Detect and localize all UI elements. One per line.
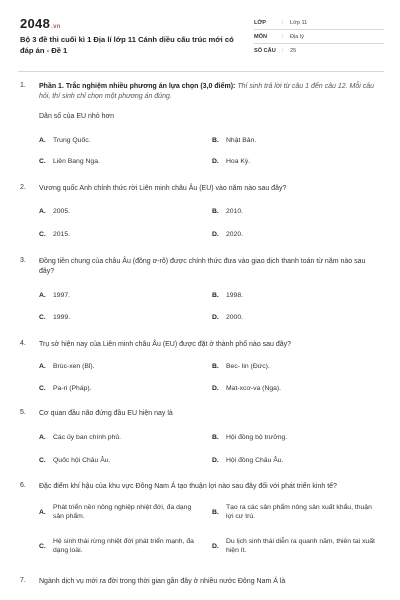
option-d[interactable] — [212, 313, 243, 322]
option-text: Nhật Bản. — [226, 137, 257, 144]
site-logo[interactable] — [20, 16, 61, 31]
option-a[interactable] — [39, 136, 91, 145]
option-letter: C. — [39, 457, 46, 464]
option-letter: D. — [212, 543, 219, 550]
question-text: Dân số của EU nhỏ hơn — [39, 113, 115, 120]
option-d[interactable] — [212, 384, 281, 393]
question-number: 1. — [20, 82, 26, 89]
document-title: Bộ 3 đề thi cuối kì 1 Địa lí lớp 11 Cánh diều cấu trúc mới có đáp án - Đề 1 — [20, 35, 234, 55]
meta-value: 25 — [290, 48, 297, 54]
option-c[interactable] — [39, 313, 70, 322]
logo-suffix: .vn — [51, 24, 61, 30]
document-header — [18, 14, 384, 64]
question-text: Ngành dịch vụ mới ra đời trong thời gian gần đây ở nhiều nước Đông Nam Á là — [39, 578, 286, 585]
meta-key: MÔN — [254, 33, 268, 40]
part-note: Thí sinh trả lời từ câu 1 đến câu 12. Mỗi câu hỏi, thí sinh chỉ chọn một phương án đúng. — [39, 83, 375, 100]
meta-row-class — [254, 16, 384, 30]
option-letter: C. — [39, 543, 46, 550]
option-letter: A. — [39, 208, 46, 215]
option-text: 2020. — [226, 231, 244, 238]
option-text: 2010. — [226, 208, 244, 215]
option-c[interactable] — [39, 230, 70, 239]
option-text: Hội đồng Châu Âu. — [226, 457, 284, 464]
option-text: Hoa Kỳ. — [226, 158, 251, 165]
meta-row-count — [254, 44, 384, 58]
option-text: 1997. — [53, 292, 71, 299]
question-text: Cơ quan đầu não đứng đầu EU hiện nay là — [39, 410, 173, 417]
question-number: 2. — [20, 184, 26, 191]
option-a[interactable] — [39, 291, 70, 300]
question-text: Đồng tiền chung của châu Âu (đồng ơ-rô) được chính thức đưa vào giao dịch thanh toán từ năm nào sau đây? — [39, 258, 366, 275]
question-text: Đặc điểm khí hậu của khu vực Đông Nam Á tạo thuận lợi nào sau đây đối với phát triển kinh tế? — [39, 483, 337, 490]
option-text: Pa-ri (Pháp). — [53, 385, 92, 392]
question-number: 6. — [20, 482, 26, 489]
option-letter: C. — [39, 385, 46, 392]
option-letter: B. — [212, 137, 219, 144]
option-text: Phát triển nền nông nghiệp nhiệt đới, đa dạng sản phẩm. — [53, 504, 192, 521]
option-c[interactable] — [39, 157, 100, 166]
option-letter: D. — [212, 158, 219, 165]
option-text: Du lịch sinh thái diễn ra quanh năm, thiên tai xuất hiện ít. — [226, 538, 375, 555]
option-letter: C. — [39, 314, 46, 321]
option-letter: B. — [212, 363, 219, 370]
option-b[interactable] — [212, 291, 243, 300]
option-text: 1998. — [226, 292, 244, 299]
part-instructions — [39, 82, 381, 101]
option-letter: C. — [39, 231, 46, 238]
option-letter: D. — [212, 314, 219, 321]
meta-key: LỚP — [254, 19, 266, 26]
option-a[interactable] — [39, 433, 121, 442]
meta-table — [254, 16, 384, 58]
option-text: 2005. — [53, 208, 71, 215]
header-divider — [18, 71, 384, 72]
option-c[interactable] — [39, 384, 92, 393]
option-text: Các ủy ban chính phủ. — [53, 434, 122, 441]
option-a[interactable] — [39, 362, 95, 371]
meta-separator: : — [282, 19, 284, 26]
option-d[interactable] — [212, 456, 283, 465]
meta-value: Lớp 11 — [290, 19, 308, 26]
meta-separator: : — [282, 48, 284, 54]
option-d[interactable] — [212, 157, 250, 166]
meta-row-subject — [254, 30, 384, 44]
meta-value: Địa lý — [290, 33, 304, 40]
meta-separator: : — [282, 33, 284, 40]
option-text: Hội đồng bộ trưởng. — [226, 434, 288, 441]
option-a[interactable] — [39, 207, 70, 216]
option-text: Hệ sinh thái rừng nhiệt đới phát triển mạnh, đa dạng loài. — [53, 538, 194, 555]
option-letter: A. — [39, 434, 46, 441]
option-text: 1999. — [53, 314, 71, 321]
logo-text: 2048 — [20, 16, 51, 31]
part-heading: Phần 1. Trắc nghiệm nhiều phương án lựa chọn (3,0 điểm): — [39, 83, 236, 90]
option-b[interactable] — [212, 362, 270, 371]
option-letter: D. — [212, 457, 219, 464]
question-number: 7. — [20, 577, 26, 584]
option-letter: D. — [212, 231, 219, 238]
option-letter: D. — [212, 385, 219, 392]
option-letter: B. — [212, 208, 219, 215]
option-letter: A. — [39, 509, 46, 516]
option-text: Mat-xcơ-va (Nga). — [226, 385, 282, 392]
option-b[interactable] — [212, 136, 256, 145]
option-text: 2000. — [226, 314, 244, 321]
option-text: Tạo ra các sản phẩm nông sản xuất khẩu, thuận lợi cư trú. — [226, 504, 372, 521]
option-text: Trung Quốc. — [53, 137, 91, 144]
option-c[interactable] — [39, 456, 110, 465]
option-letter: A. — [39, 363, 46, 370]
meta-key: SỐ CÂU — [254, 48, 276, 54]
option-text: Liên Bang Nga. — [53, 158, 100, 165]
option-text: 2015. — [53, 231, 71, 238]
option-b[interactable] — [212, 433, 287, 442]
option-letter: B. — [212, 509, 219, 516]
option-letter: A. — [39, 137, 46, 144]
option-letter: C. — [39, 158, 46, 165]
option-letter: B. — [212, 434, 219, 441]
option-text: Brúc-xen (Bỉ). — [53, 363, 95, 370]
option-letter: B. — [212, 292, 219, 299]
option-text: Quốc hội Châu Âu. — [53, 457, 111, 464]
option-b[interactable] — [212, 207, 243, 216]
question-text: Trụ sở hiện nay của Liên minh châu Âu (EU) được đặt ở thành phố nào sau đây? — [39, 341, 292, 348]
option-letter: A. — [39, 292, 46, 299]
question-number: 5. — [20, 409, 26, 416]
question-number: 4. — [20, 340, 26, 347]
option-d[interactable] — [212, 230, 243, 239]
option-text: Bec- lin (Đức). — [226, 363, 270, 370]
question-number: 3. — [20, 257, 26, 264]
question-text: Vương quốc Anh chính thức rời Liên minh châu Âu (EU) vào năm nào sau đây? — [39, 185, 287, 192]
